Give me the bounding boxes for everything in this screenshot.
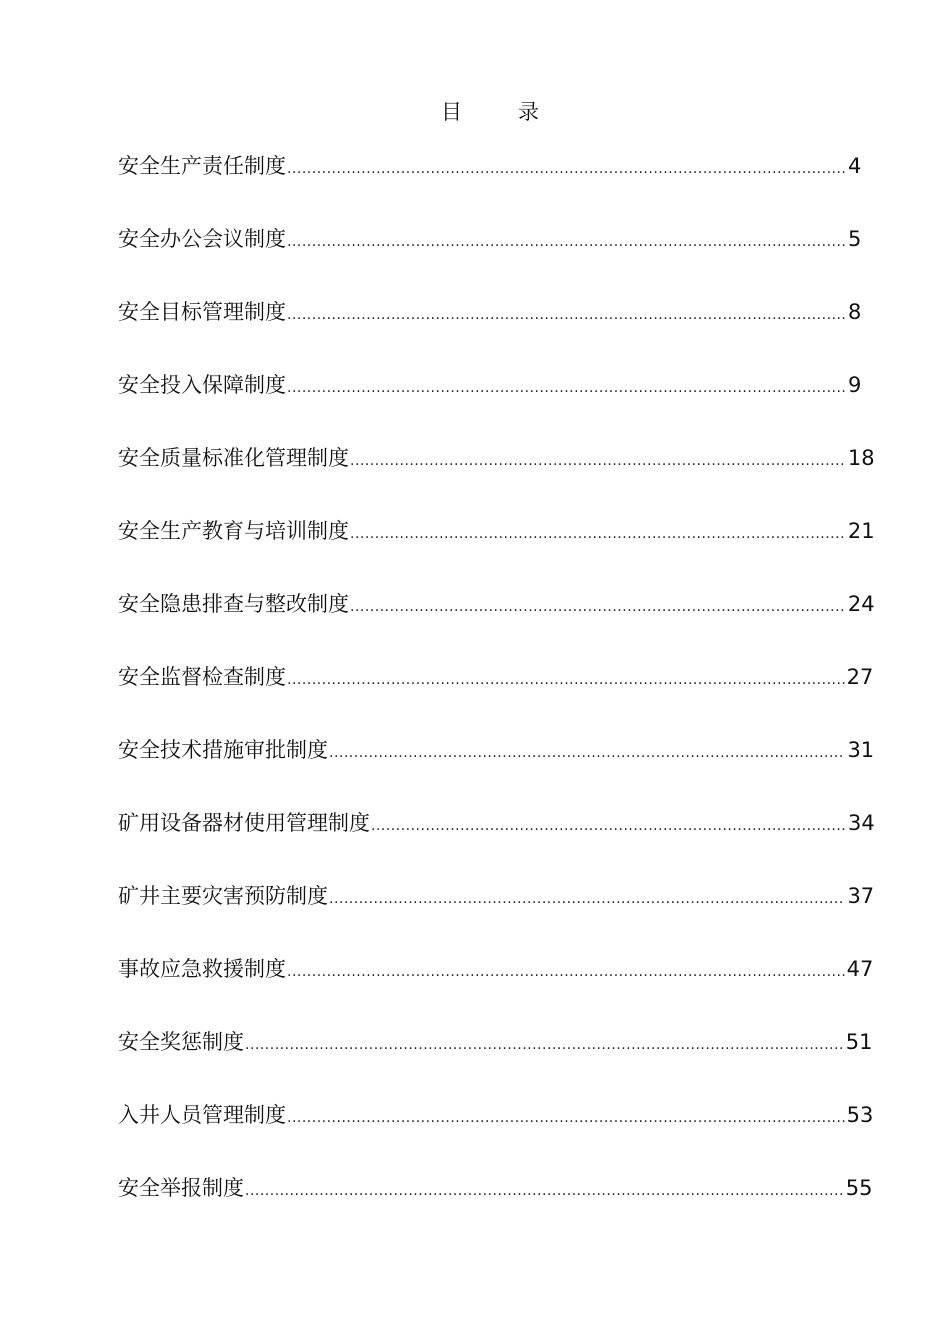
- toc-entry-title: 安全投入保障制度: [118, 373, 286, 397]
- toc-dot-leader: [287, 297, 846, 333]
- toc-entry-page: 21: [847, 519, 875, 543]
- toc-list: [118, 148, 875, 1243]
- toc-entry[interactable]: [118, 586, 875, 659]
- toc-entry-title: 安全生产教育与培训制度: [118, 519, 349, 543]
- toc-dot-leader: [287, 370, 846, 406]
- toc-entry[interactable]: [118, 221, 862, 294]
- toc-entry-page: 5: [848, 227, 862, 251]
- toc-entry[interactable]: [118, 1170, 873, 1243]
- toc-dot-leader: [245, 1173, 844, 1209]
- toc-entry-title: 矿井主要灾害预防制度: [118, 884, 328, 908]
- toc-entry-title: 安全奖惩制度: [118, 1030, 244, 1054]
- toc-entry-page: 8: [848, 300, 862, 324]
- toc-dot-leader: [287, 224, 846, 260]
- toc-entry-title: 安全技术措施审批制度: [118, 738, 328, 762]
- toc-heading-char-1: 目: [441, 100, 462, 124]
- toc-entry-page: 51: [845, 1030, 873, 1054]
- toc-entry[interactable]: [118, 294, 862, 367]
- toc-entry-page: 4: [848, 154, 862, 178]
- toc-entry[interactable]: [118, 440, 875, 513]
- toc-entry[interactable]: [118, 878, 875, 951]
- toc-entry-title: 入井人员管理制度: [118, 1103, 286, 1127]
- toc-entry-title: 事故应急救援制度: [118, 957, 286, 981]
- toc-entry[interactable]: [118, 659, 874, 732]
- toc-entry-page: 18: [847, 446, 875, 470]
- toc-entry-title: 安全质量标准化管理制度: [118, 446, 349, 470]
- toc-entry[interactable]: [118, 1024, 873, 1097]
- toc-entry[interactable]: [118, 148, 862, 221]
- toc-dot-leader: [350, 589, 846, 625]
- toc-heading-char-2: 录: [518, 100, 539, 124]
- toc-entry[interactable]: [118, 367, 862, 440]
- toc-entry[interactable]: [118, 805, 875, 878]
- toc-entry[interactable]: [118, 513, 875, 586]
- toc-entry-page: 31: [847, 738, 875, 762]
- toc-entry-page: 47: [846, 957, 874, 981]
- toc-entry-page: 34: [848, 811, 875, 835]
- toc-dot-leader: [350, 443, 846, 479]
- toc-dot-leader: [287, 1100, 845, 1136]
- toc-entry-title: 安全目标管理制度: [118, 300, 286, 324]
- toc-entry[interactable]: [118, 1097, 874, 1170]
- toc-entry-title: 安全隐患排查与整改制度: [118, 592, 349, 616]
- toc-entry-page: 27: [846, 665, 874, 689]
- toc-entry-page: 9: [848, 373, 862, 397]
- toc-entry[interactable]: [118, 951, 874, 1024]
- toc-entry-page: 55: [845, 1176, 873, 1200]
- toc-dot-leader: [287, 151, 846, 187]
- toc-heading: [0, 96, 950, 126]
- toc-entry-title: 安全生产责任制度: [118, 154, 286, 178]
- toc-dot-leader: [329, 881, 845, 917]
- toc-dot-leader: [245, 1027, 844, 1063]
- toc-entry-page: 53: [846, 1103, 874, 1127]
- toc-entry-title: 安全监督检查制度: [118, 665, 286, 689]
- toc-entry-title: 安全举报制度: [118, 1176, 244, 1200]
- toc-dot-leader: [350, 516, 846, 552]
- toc-dot-leader: [287, 954, 845, 990]
- toc-dot-leader: [287, 662, 845, 698]
- toc-dot-leader: [329, 735, 845, 771]
- toc-dot-leader: [371, 808, 846, 844]
- toc-entry-title: 矿用设备器材使用管理制度: [118, 811, 370, 835]
- toc-entry-title: 安全办公会议制度: [118, 227, 286, 251]
- toc-entry-page: 37: [847, 884, 875, 908]
- toc-entry[interactable]: [118, 732, 875, 805]
- toc-entry-page: 24: [847, 592, 875, 616]
